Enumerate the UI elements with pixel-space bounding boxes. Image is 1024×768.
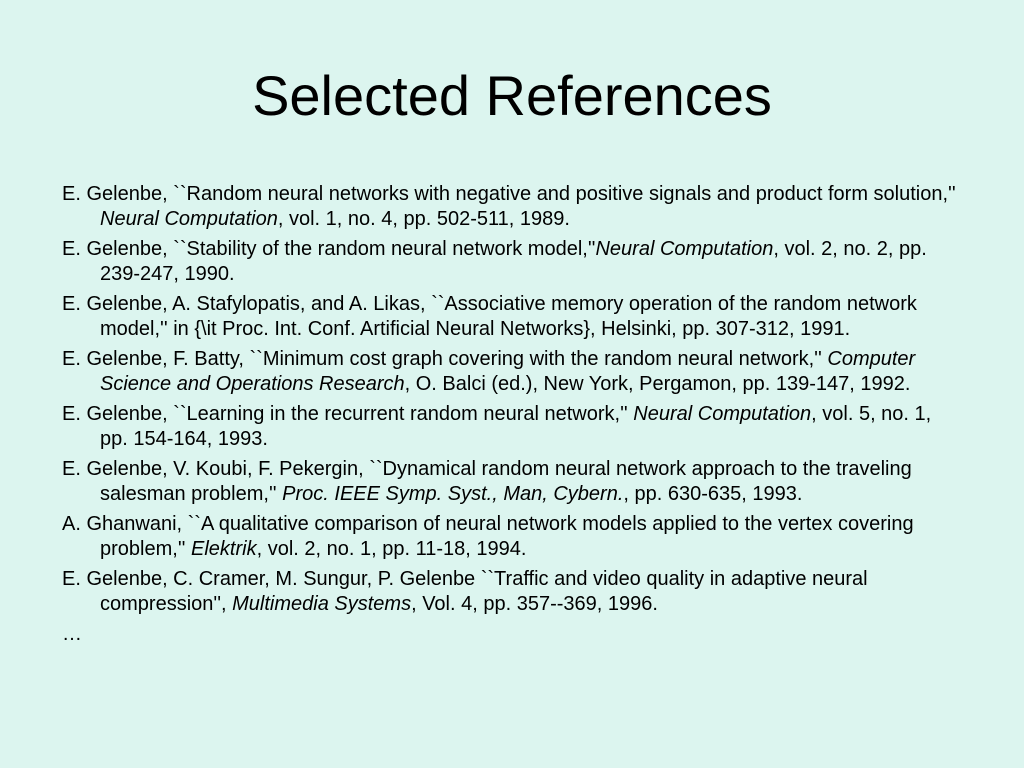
reference-details: , vol. 1, no. 4, pp. 502-511, 1989. [277, 208, 570, 230]
reference-text: E. Gelenbe, F. Batty, ``Minimum cost graph covering with the random neural network,'' [62, 348, 828, 370]
reference-journal: Proc. IEEE Symp. Syst., Man, Cybern. [282, 483, 624, 505]
reference-text: E. Gelenbe, A. Stafylopatis, and A. Likas, ``Associative memory operation of the random network model,'' in {\it Proc. Int. Conf. Artificial Neural Networks}, Helsinki, pp. 307-312, 1991. [62, 293, 917, 340]
reference-details: , O. Balci (ed.), New York, Pergamon, pp. 139-147, 1992. [404, 373, 911, 395]
reference-journal: Multimedia Systems [232, 593, 412, 615]
reference-details: , vol. 2, no. 1, pp. 11-18, 1994. [256, 538, 527, 560]
ellipsis-text: … [62, 623, 82, 645]
reference-list [62, 182, 962, 652]
reference-journal: Elektrik [191, 538, 257, 560]
reference-item [62, 402, 962, 452]
reference-item [62, 567, 962, 617]
reference-text: E. Gelenbe, ``Stability of the random neural network model,'' [62, 238, 596, 260]
reference-details: , Vol. 4, pp. 357--369, 1996. [411, 593, 658, 615]
reference-item [62, 512, 962, 562]
reference-details: , vol. 2, no. 2, pp. 239-247, 1990. [100, 238, 927, 285]
reference-item [62, 182, 962, 232]
reference-text: A. Ghanwani, ``A qualitative comparison of neural network models applied to the vertex covering problem,'' [62, 513, 914, 560]
reference-ellipsis [62, 622, 962, 647]
reference-details: , pp. 630-635, 1993. [623, 483, 803, 505]
reference-text: E. Gelenbe, ``Random neural networks with negative and positive signals and product form solution,'' [62, 183, 956, 205]
reference-text: E. Gelenbe, C. Cramer, M. Sungur, P. Gelenbe ``Traffic and video quality in adaptive neural compression'', [62, 568, 868, 615]
reference-journal: Computer Science and Operations Research [100, 348, 916, 395]
reference-journal: Neural Computation [100, 208, 278, 230]
reference-details: , vol. 5, no. 1, pp. 154-164, 1993. [100, 403, 932, 450]
reference-journal: Neural Computation [633, 403, 812, 425]
reference-item [62, 457, 962, 507]
slide-title: Selected References [252, 64, 772, 127]
reference-item [62, 237, 962, 287]
reference-text: E. Gelenbe, ``Learning in the recurrent random neural network,'' [62, 403, 634, 425]
reference-journal: Neural Computation [595, 238, 774, 260]
reference-item [62, 292, 962, 342]
reference-item [62, 347, 962, 397]
reference-text: E. Gelenbe, V. Koubi, F. Pekergin, ``Dynamical random neural network approach to the traveling salesman problem,'' [62, 458, 912, 505]
